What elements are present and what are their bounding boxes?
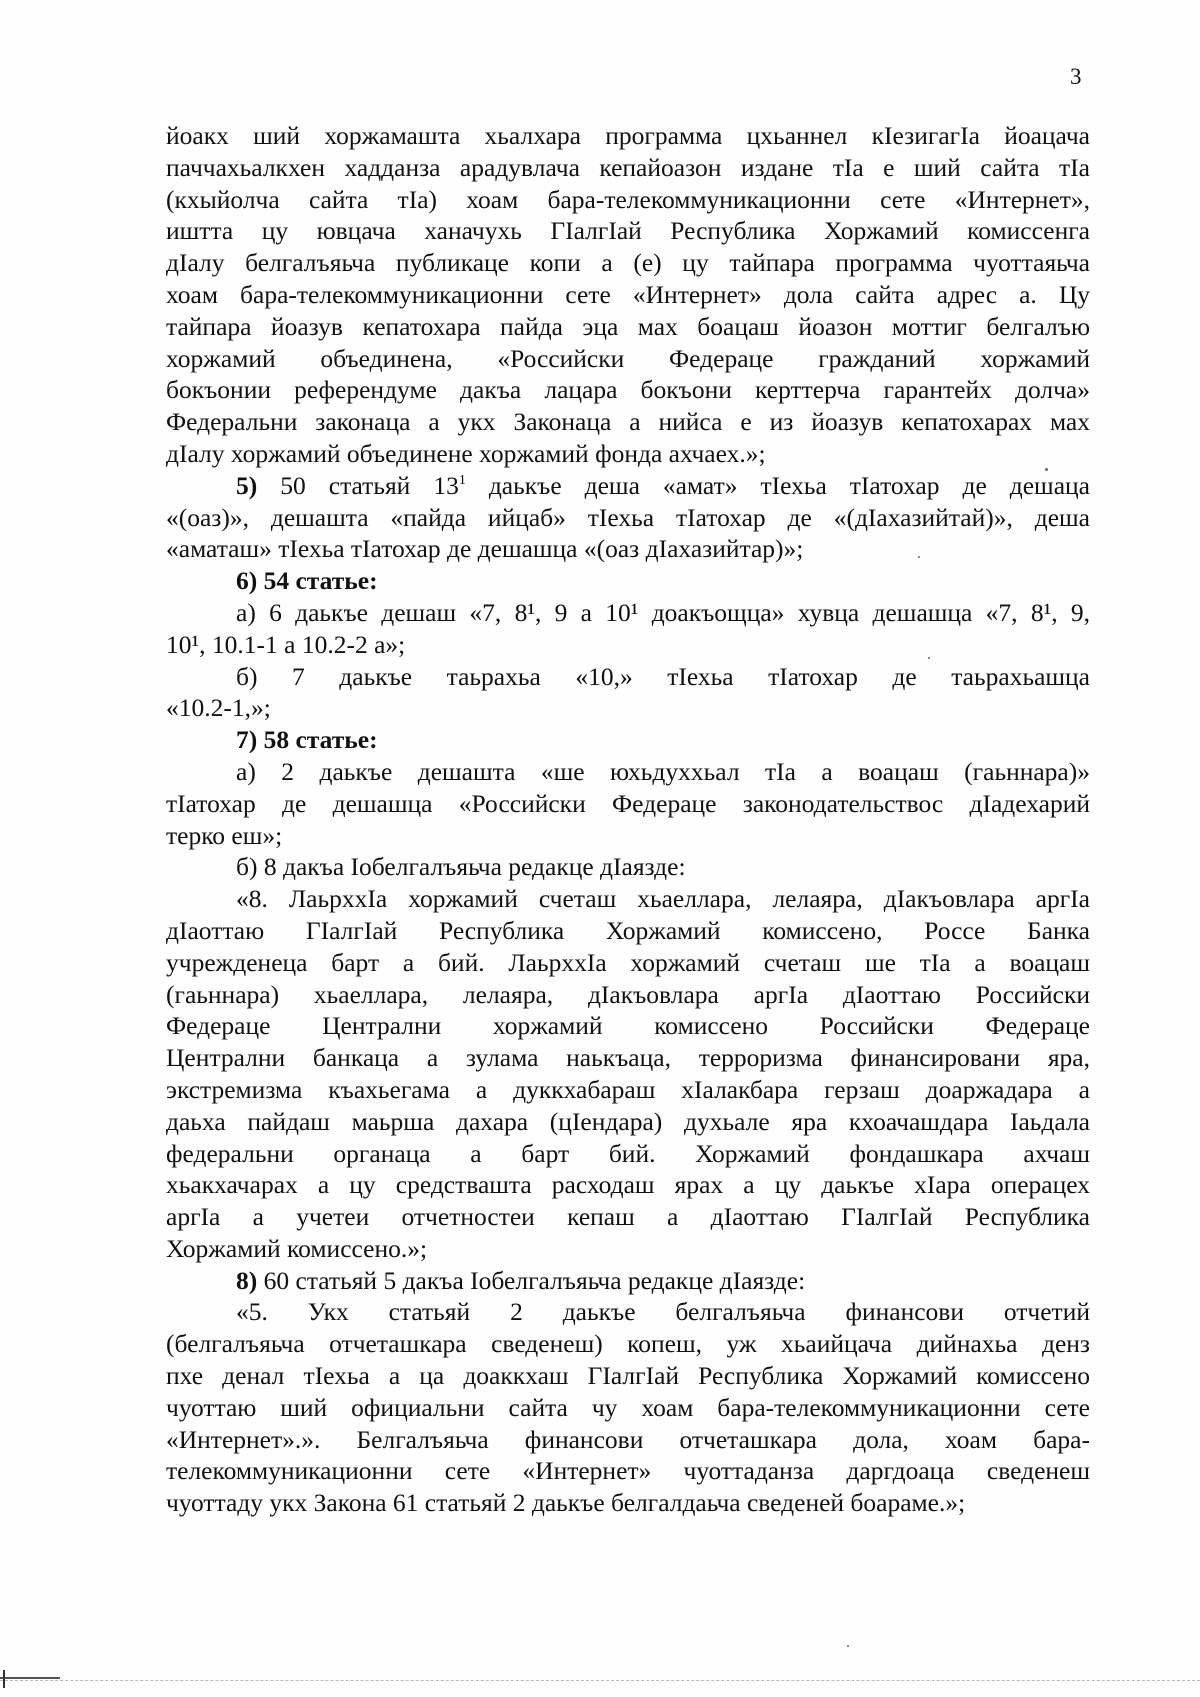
text-line [166, 343, 1090, 375]
text-line [166, 406, 1090, 438]
text-line [166, 1360, 1090, 1392]
line-text: (гаьннара) хьаеллара, лелаяра, дIакъовлара аргIа дIаоттаю Российски [166, 979, 1090, 1009]
line-text: дIалу хоржамий объединене хоржамий фонда ахчаех.»; [166, 438, 766, 468]
line-text: хоам бара-телекоммуникационни сете «Интернет» дола сайта адрес а. Цу [166, 279, 1090, 309]
line-text: а) 2 даькъе дешашта «ше юхьдуххьал тIа а воацаш (гаьннара)» [236, 756, 1090, 786]
line-text: Федераце Централни хоржамий комиссено Российски Федераце [166, 1011, 1090, 1041]
section-heading: 7) 58 статье: [236, 725, 378, 755]
scan-speck [847, 1645, 849, 1647]
line-text: паччахьалкхен хадданза арадувлача кепайоазон издане тIа е ший сайта тIа [166, 152, 1090, 182]
text-line [166, 629, 1090, 661]
line-text: «Интернет».». Белгалъяьча финансови отчеташкара дола, хоам бара- [166, 1424, 1090, 1454]
line-text: Хоржамий комиссено.»; [166, 1233, 428, 1263]
scan-speck [928, 657, 930, 659]
text-line [166, 756, 1090, 788]
text-line [166, 374, 1090, 406]
section-heading: 6) 54 статье: [236, 566, 378, 596]
text-line [166, 470, 1090, 502]
item-number: 8) [236, 1265, 258, 1295]
line-text: 50 статьяй [257, 470, 434, 500]
text-line [166, 820, 1090, 852]
text-line [166, 1106, 1090, 1138]
text-line [166, 1392, 1090, 1424]
line-text: «аматаш» тIехьа тIатохар де дешашца «(оаз дIахазийтар)»; [166, 534, 804, 564]
text-line [166, 1138, 1090, 1170]
article-number: 13 [433, 470, 459, 500]
scan-edge-tick [3, 1670, 5, 1688]
text-line [166, 1328, 1090, 1360]
line-text-continued: даькъе деша «амат» тIехьа тIатохар де дешаца [465, 470, 1090, 500]
text-line [166, 152, 1090, 184]
line-text: аргIа а учетеи отчетностеи кепаш а дIаоттаю ГIалгIай Республика [166, 1202, 1090, 1232]
text-line [166, 1487, 1090, 1519]
text-line [166, 1424, 1090, 1456]
line-text: 10¹, 10.1-1 а 10.2-2 а»; [166, 629, 406, 659]
text-line [166, 979, 1090, 1011]
line-text: «8. ЛаьрххIа хоржамий счеташ хьаеллара, лелаяра, дIакъовлара аргIа [236, 884, 1090, 914]
line-text: Централни банкаца а зулама наькъаца, терроризма финансировани яра, [166, 1043, 1090, 1073]
line-text: «5. Укх статьяй 2 даькъе белгалъяьча финансови отчетий [236, 1297, 1090, 1327]
text-line [166, 947, 1090, 979]
line-text: терко еш»; [166, 820, 283, 850]
text-line [166, 883, 1090, 915]
line-text: учрежденеца барт а бий. ЛаьрххIа хоржамий счеташ ше тIа а воацаш [166, 947, 1090, 977]
line-text: 60 статьяй 5 дакъа Iобелгалъяьча редакце дIаязде: [257, 1265, 806, 1295]
text-line [166, 247, 1090, 279]
line-text: Федеральни законаца а укх Законаца а нийса е из йоазув кепатохарах мах [166, 407, 1090, 437]
text-line [166, 215, 1090, 247]
text-line [166, 724, 1090, 756]
line-text: йоакх ший хоржамашта хьалхара программа цхьаннел кIезигагIа йоацача [166, 121, 1090, 150]
text-line [166, 1455, 1090, 1487]
text-line [166, 1169, 1090, 1201]
line-text: пхе денал тIехьа а ца доаккхаш ГIалгIай Республика Хоржамий комиссено [166, 1361, 1090, 1391]
scan-edge-line [0, 1680, 1200, 1684]
text-line [166, 1042, 1090, 1074]
line-text: даьха пайдаш маьрша дахара (цIендара) духьале яра кхоачашдара Iаьдала [166, 1106, 1090, 1136]
page-number: 3 [1070, 64, 1082, 89]
line-text: дIалу белгалъяьча публикаце копи а (е) цу тайпара программа чуоттаяьча [166, 248, 1090, 278]
line-text: хьакхачарах а цу средствашта расходаш ярах а цу даькъе хIара операцех [166, 1170, 1090, 1200]
text-line [166, 1233, 1090, 1265]
line-text: федеральни органаца а барт бий. Хоржамий фондашкара ахчаш [166, 1138, 1090, 1168]
line-text: чуоттаю ший официальни сайта чу хоам бара-телекоммуникационни сете [166, 1392, 1090, 1422]
line-text: б) 7 даькъе таьрахьа «10,» тIехьа тIатохар де таьрахьашца [236, 661, 1090, 691]
text-line [166, 184, 1090, 216]
item-number: 5) [236, 470, 258, 500]
line-text: бокъонии референдуме дакъа лацара бокъони керттерча гарантейх долча» [166, 375, 1090, 405]
text-line [166, 502, 1090, 534]
text-line [166, 692, 1090, 724]
scan-edge-mark [0, 1677, 60, 1679]
text-line [166, 851, 1090, 883]
text-line [166, 1074, 1090, 1106]
line-text: чуоттаду укх Закона 61 статьяй 2 даькъе белгалдаьча сведеней боараме.»; [166, 1488, 966, 1518]
line-text: иштта цу ювцача ханачухь ГIалгIай Республика Хоржамий комиссенга [166, 216, 1090, 246]
text-line [166, 788, 1090, 820]
text-line [166, 438, 1090, 470]
line-text: б) 8 дакъа Iобелгалъяьча редакце дIаязде: [236, 852, 686, 882]
line-text: «10.2-1,»; [166, 693, 271, 723]
line-text: хоржамий объединена, «Российски Федераце гражданий хоржамий [166, 343, 1090, 373]
text-line [166, 120, 1090, 152]
line-text: телекоммуникационни сете «Интернет» чуоттаданза даргдоаца сведенеш [166, 1456, 1090, 1486]
line-text: «(оаз)», дешашта «пайда ийцаб» тIехьа тIатохар де «(дIахазийтай)», деша [166, 502, 1090, 532]
text-line [166, 661, 1090, 693]
text-line [166, 915, 1090, 947]
line-text: тайпара йоазув кепатохара пайда эца мах боацаш йоазон моттиг белгалъю [166, 311, 1090, 341]
line-text: дIаоттаю ГIалгIай Республика Хоржамий комиссено, Россе Банка [166, 915, 1090, 945]
text-line [166, 533, 1090, 565]
text-line [166, 279, 1090, 311]
scan-speck [1045, 468, 1048, 471]
line-text: а) 6 даькъе дешаш «7, 8¹, 9 а 10¹ доакъощца» хувца дешашца «7, 8¹, 9, [236, 597, 1090, 627]
scan-speck [918, 556, 920, 558]
text-line [166, 565, 1090, 597]
document-body [166, 120, 1090, 1519]
article-superscript: 1 [458, 472, 466, 488]
text-line [166, 1201, 1090, 1233]
text-line [166, 1010, 1090, 1042]
line-text: экстремизма къахьегама а дуккхабараш хIалакбара герзаш доаржадара а [166, 1074, 1090, 1104]
line-text: (кхыйолча сайта тIа) хоам бара-телекоммуникационни сете «Интернет», [166, 184, 1090, 214]
text-line [166, 1265, 1090, 1297]
text-line [166, 1296, 1090, 1328]
line-text: тIатохар де дешашца «Российски Федераце законодательствос дIадехарий [166, 788, 1090, 818]
text-line [166, 311, 1090, 343]
text-line [166, 597, 1090, 629]
line-text: (белгалъяьча отчеташкара сведенеш) копеш, уж хьаийцача дийнахьа денз [166, 1329, 1090, 1359]
